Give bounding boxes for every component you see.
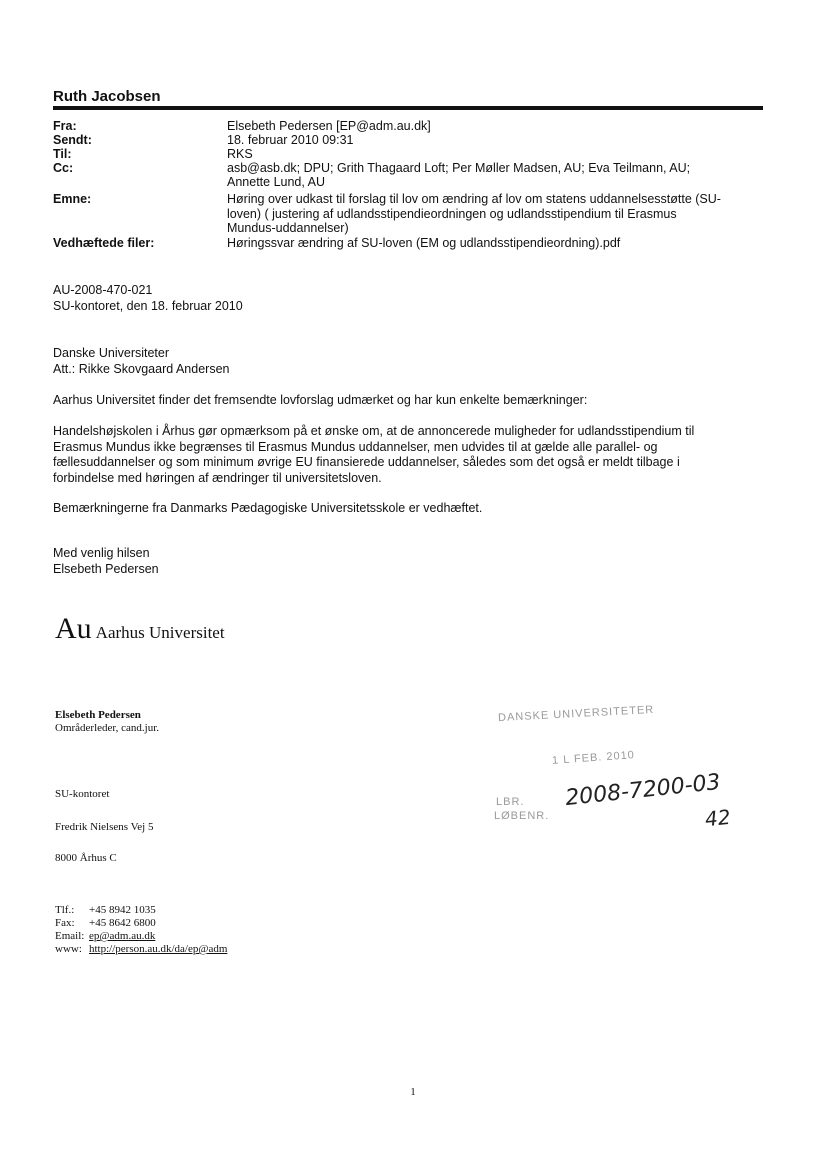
attachment-link[interactable]: Høringssvar ændring af SU-loven (EM og udlandsstipendieordning).pdf bbox=[227, 236, 621, 250]
mailbox-owner-name: Ruth Jacobsen bbox=[53, 88, 161, 105]
from-value: Elsebeth Pedersen [EP@adm.au.dk] bbox=[227, 119, 431, 133]
closing-greeting: Med venlig hilsen bbox=[53, 546, 150, 560]
reference-number: AU-2008-470-021 bbox=[53, 283, 153, 297]
subject-value-line2: loven) ( justering af udlandsstipendieordningen og udlandsstipendium til Erasmus bbox=[227, 207, 677, 221]
recipient-att: Att.: Rikke Skovgaard Andersen bbox=[53, 361, 230, 376]
reference-place-date: SU-kontoret, den 18. februar 2010 bbox=[53, 298, 243, 313]
cc-label: Cc: bbox=[53, 161, 74, 175]
cc-value-line2: Annette Lund, AU bbox=[227, 175, 325, 189]
sent-label: Sendt: bbox=[53, 133, 92, 147]
subject-value-line1: Høring over udkast til forslag til lov om ændring af lov om statens uddannelsesstøtte (SU- bbox=[227, 192, 721, 206]
closing-block bbox=[53, 546, 763, 577]
signature-name-block bbox=[55, 709, 159, 735]
handwritten-case-number: 2008-7200-03 bbox=[564, 769, 722, 812]
contact-phone bbox=[55, 904, 227, 917]
signature-street: Fredrik Nielsens Vej 5 bbox=[55, 821, 154, 833]
sent-value: 18. februar 2010 09:31 bbox=[227, 133, 354, 147]
paragraph-2-line: forbindelse med høringen af ændringer til universitetsloven. bbox=[53, 470, 382, 485]
paragraph-2-line: Handelshøjskolen i Århus gør opmærksom på et ønske om, at de annoncerede muligheder for udlandsstipendium til bbox=[53, 424, 695, 438]
paragraph-3 bbox=[53, 501, 763, 517]
contact-email bbox=[55, 930, 227, 943]
phone-value: +45 8942 1035 bbox=[89, 904, 156, 916]
aarhus-university-logo bbox=[55, 612, 225, 646]
fax-label: Fax: bbox=[55, 917, 75, 929]
received-stamp-org: DANSKE UNIVERSITETER bbox=[497, 703, 655, 725]
subject-value-line3: Mundus-uddannelser) bbox=[227, 221, 349, 235]
www-label: www: bbox=[55, 943, 82, 955]
received-stamp-lobenr: LØBENR. bbox=[494, 810, 550, 822]
cc-value-line1: asb@asb.dk; DPU; Grith Thagaard Loft; Per Møller Madsen, AU; Eva Teilmann, AU; bbox=[227, 161, 691, 175]
contact-www bbox=[55, 943, 227, 956]
paragraph-1-text: Aarhus Universitet finder det fremsendte lovforslag udmærket og har kun enkelte bemærkninger: bbox=[53, 393, 588, 407]
paragraph-3-text: Bemærkningerne fra Danmarks Pædagogiske Universitetsskole er vedhæftet. bbox=[53, 501, 483, 515]
received-stamp-date: 1 L FEB. 2010 bbox=[551, 749, 636, 767]
from-label: Fra: bbox=[53, 119, 77, 133]
contact-fax bbox=[55, 917, 227, 930]
handwritten-sequence-number: 42 bbox=[703, 804, 732, 832]
signature-name: Elsebeth Pedersen bbox=[55, 709, 141, 721]
closing-name: Elsebeth Pedersen bbox=[53, 561, 159, 576]
received-stamp-lbr: LBR. bbox=[496, 796, 525, 808]
paragraph-2-line: fællesuddannelser og som minimum øvrige EU finansierede uddannelser, således som det også er meldt tilbage i bbox=[53, 455, 680, 469]
to-label: Til: bbox=[53, 147, 72, 161]
email-link[interactable]: ep@adm.au.dk bbox=[89, 930, 156, 942]
signature-title: Områderleder, cand.jur. bbox=[55, 722, 160, 734]
attachments-label: Vedhæftede filer: bbox=[53, 236, 155, 250]
paragraph-2 bbox=[53, 424, 763, 486]
fax-value: +45 8642 6800 bbox=[89, 917, 156, 929]
paragraph-2-line: Erasmus Mundus ikke begrænses til Erasmus Mundus uddannelser, men udvides til at gælde alle parallel- og bbox=[53, 439, 658, 454]
logo-name: Aarhus Universitet bbox=[95, 623, 225, 642]
contact-block bbox=[55, 904, 227, 956]
recipient-block bbox=[53, 346, 763, 377]
recipient-org: Danske Universiteter bbox=[53, 346, 170, 360]
signature-city: 8000 Århus C bbox=[55, 852, 117, 864]
reference-block bbox=[53, 283, 763, 314]
email-label: Email: bbox=[55, 930, 85, 942]
www-link[interactable]: http://person.au.dk/da/ep@adm bbox=[89, 943, 228, 955]
phone-label: Tlf.: bbox=[55, 904, 75, 916]
header-divider bbox=[53, 106, 763, 110]
subject-label: Emne: bbox=[53, 192, 92, 206]
to-value: RKS bbox=[227, 147, 253, 161]
logo-mark: Au bbox=[55, 612, 92, 645]
page-number: 1 bbox=[410, 1086, 416, 1098]
paragraph-1 bbox=[53, 393, 763, 409]
signature-office: SU-kontoret bbox=[55, 788, 110, 800]
